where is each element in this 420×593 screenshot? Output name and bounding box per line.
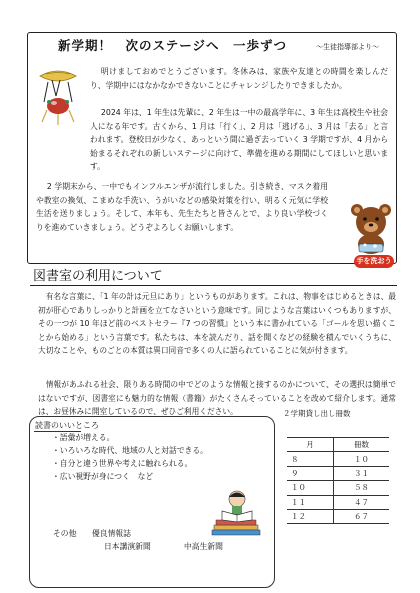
library-paragraph-2: 情報があふれる社会、限りある時間の中でどのような情報と接するのかについて、その選択は簡単ではないですが、図書室にも魅力的な情報（書籍）がたくさんそっていることを改めて紹介します。通常は、お昼休みに開室しているので、ぜひご利用ください。 (38, 380, 396, 417)
loan-caption: ２学期貸し出し冊数 (283, 409, 351, 418)
loan-count: １０ (334, 452, 390, 466)
others-item: 日本講演新聞 (104, 542, 151, 551)
loan-header-month: 月 (287, 438, 334, 452)
loan-count: ５８ (334, 481, 390, 495)
library-paragraph-1: 有名な言葉に、「1 年の計は元旦にあり」というものがあります。これは、物事をはじめるときは、最初が肝心でありしっかりと計画を立てなさいという意味です。同じような言葉はいくつもありますが、その一つが 10 年ほど前のベストセラー『7 つの習慣』という本に書かれている「ゴールを思い描くことから始める」という言葉です。私たちは、本を読んだり、話を聞くなどの経験を積んでいくうちに、大切なことや、ものごとの本質は異口同音で多くの人に語られていることに気が付きます。 (38, 292, 396, 356)
table-row (287, 481, 389, 495)
reading-benefit-item: ・語彙が増える。 (52, 433, 115, 442)
greeting-paragraph: 明けましておめでとうございます。冬休みは、家族や友達との時間を楽しんだり、学期中にはなかなかできないことにチャレンジしたりできましたか。 (90, 67, 388, 90)
loan-month: １２ (287, 509, 334, 523)
library-title-underline (30, 285, 397, 286)
library-title: 図書室の利用について (33, 269, 163, 284)
table-row (287, 466, 389, 480)
reading-benefit-item: ・自分と違う世界や考えに触れられる。 (52, 459, 193, 468)
loan-table-header (287, 438, 389, 452)
handwash-badge: 手を洗おう (354, 255, 394, 268)
reading-benefit-item: ・いろいろな時代、地域の人と対話できる。 (52, 446, 208, 455)
new-year-paragraph: 2024 年は、1 年生は先輩に、2 年生は一中の最高学年に、3 年生は高校生や社会人になる年です。古くから、1 月は「行く」、2 月は「逃げる」、3 月は「去る」と言われます。登校日が少なく、あっという間に過ぎ去っていく 3 学期ですが、4 月から始まるそれぞれの新しいステージに向けて、準備を進める期間にしてほしいと思います。 (90, 108, 388, 172)
new-year-decoration-icon (32, 62, 84, 126)
loan-month: ８ (287, 452, 334, 466)
others-item: 優良情報誌 (92, 529, 131, 538)
reading-benefit-item: ・広い視野が身につく など (52, 472, 154, 481)
others-label: その他 (53, 529, 77, 538)
loan-count: ６７ (334, 509, 390, 523)
headline-source: ～生徒指導部より～ (316, 43, 379, 51)
loan-month: ９ (287, 466, 334, 480)
table-row (287, 452, 389, 466)
loan-count: ３１ (334, 466, 390, 480)
health-paragraph: 2 学期末から、一中でもインフルエンザが流行しました。引き続き、マスク着用や教室の換気、こまめな手洗い、うがいなどの感染対策を行い、明るく元気に学校生活を送りましょう。そして、本年も、先生たちと皆さんとで、より良い学校づくりを進めていきましょう。どうぞよろしくお願いします。 (36, 182, 328, 232)
loan-month: １１ (287, 495, 334, 509)
loan-table (287, 437, 389, 524)
loan-header-count: 冊数 (334, 438, 390, 452)
others-item: 中高生新聞 (184, 542, 223, 551)
bear-handwashing-icon (345, 200, 397, 256)
table-row (287, 509, 389, 523)
loan-month: １０ (287, 481, 334, 495)
table-row (287, 495, 389, 509)
headline: 新学期！ 次のステージへ 一歩ずつ (58, 38, 288, 53)
child-reading-icon (208, 487, 266, 537)
loan-count: ４７ (334, 495, 390, 509)
reading-benefits-title: 読書のいいところ (35, 421, 99, 430)
